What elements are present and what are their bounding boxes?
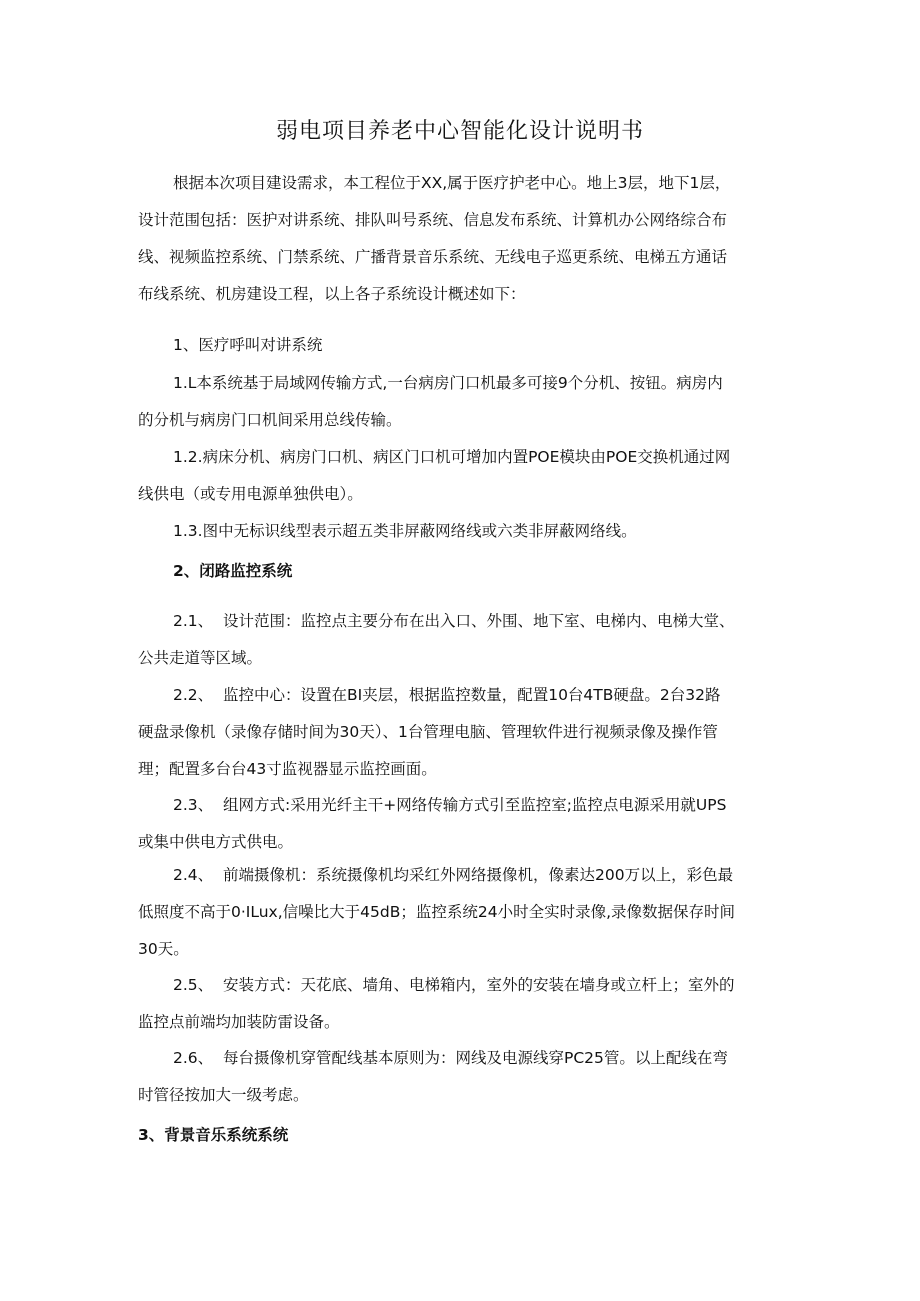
section-2-item-6 (138, 1040, 788, 1114)
text-line: 公共走道等区域。 (138, 649, 263, 667)
section-1-paragraph-3 (138, 513, 788, 550)
item-number: 2.6、 (173, 1049, 214, 1067)
text-line (138, 603, 788, 640)
item-text: 组网方式:采用光纤主干+网络传输方式引至监控室;监控点电源采用就UPS (223, 796, 727, 814)
text-line: 或集中供电方式供电。 (138, 833, 294, 851)
section-2-item-1 (138, 603, 788, 677)
section-2-heading: 2、闭路监控系统 (173, 562, 293, 580)
item-text: 监控中心：设置在BI夹层，根据监控数量，配置10台4TB硬盘。2台32路 (223, 686, 721, 704)
text-line (138, 967, 788, 1004)
section-2-item-2 (138, 677, 788, 788)
item-number: 2.3、 (173, 796, 214, 814)
text-line: 线、视频监控系统、门禁系统、广播背景音乐系统、无线电子巡更系统、电梯五方通话 (138, 248, 728, 266)
text-line: 设计范围包括：医护对讲系统、排队叫号系统、信息发布系统、计算机办公网络综合布 (138, 211, 728, 229)
text-line: 线供电（或专用电源单独供电）。 (138, 485, 363, 503)
text-line (138, 677, 788, 714)
text-line (138, 857, 788, 894)
section-3-heading: 3、背景音乐系统系统 (138, 1126, 289, 1144)
item-text: 安装方式：天花底、墙角、电梯箱内，室外的安装在墙身或立杆上；室外的 (223, 976, 735, 994)
text-line: 硬盘录像机（录像存储时间为30天）、1台管理电脑、管理软件进行视频录像及操作管 (138, 723, 718, 741)
text-line: 1.2.病床分机、病房门口机、病区门口机可增加内置POE模块由POE交换机通过网 (173, 448, 731, 466)
text-line: 低照度不高于0·ILux,信噪比大于45dB；监控系统24小时全实时录像,录像数据保存时间 (138, 903, 735, 921)
section-1-paragraph-2 (138, 439, 788, 513)
item-number: 2.2、 (173, 686, 214, 704)
text-line: 1.3.图中无标识线型表示超五类非屏蔽网络线或六类非屏蔽网络线。 (173, 522, 637, 540)
text-line: 30天。 (138, 940, 189, 958)
item-text: 每台摄像机穿管配线基本原则为：网线及电源线穿PC25管。以上配线在弯 (223, 1049, 728, 1067)
text-line: 时管径按加大一级考虑。 (138, 1086, 309, 1104)
item-number: 2.1、 (173, 612, 214, 630)
section-2-item-3 (138, 787, 788, 861)
text-line: 的分机与病房门口机间采用总线传输。 (138, 411, 402, 429)
item-text: 设计范围：监控点主要分布在出入口、外围、地下室、电梯内、电梯大堂、 (223, 612, 735, 630)
item-number: 2.4、 (173, 866, 214, 884)
text-line: 理；配置多台台43寸监视器显示监控画面。 (138, 760, 437, 778)
section-1-paragraph-1 (138, 365, 788, 439)
intro-paragraph (138, 165, 788, 313)
item-text: 前端摄像机：系统摄像机均采红外网络摄像机，像素达200万以上，彩色最 (223, 866, 734, 884)
section-1-heading: 1、医疗呼叫对讲系统 (173, 336, 323, 354)
item-number: 2.5、 (173, 976, 214, 994)
text-line: 监控点前端均加装防雷设备。 (138, 1013, 340, 1031)
text-line (138, 787, 788, 824)
text-line: 1.L本系统基于局域网传输方式,一台病房门口机最多可接9个分机、按钮。病房内 (173, 374, 723, 392)
section-2-item-5 (138, 967, 788, 1041)
text-line: 布线系统、机房建设工程，以上各子系统设计概述如下： (138, 285, 526, 303)
text-line: 根据本次项目建设需求，本工程位于XX,属于医疗护老中心。地上3层，地下1层， (173, 174, 731, 192)
section-2-item-4 (138, 857, 788, 968)
text-line (138, 1040, 788, 1077)
document-title: 弱电项目养老中心智能化设计说明书 (275, 119, 644, 144)
